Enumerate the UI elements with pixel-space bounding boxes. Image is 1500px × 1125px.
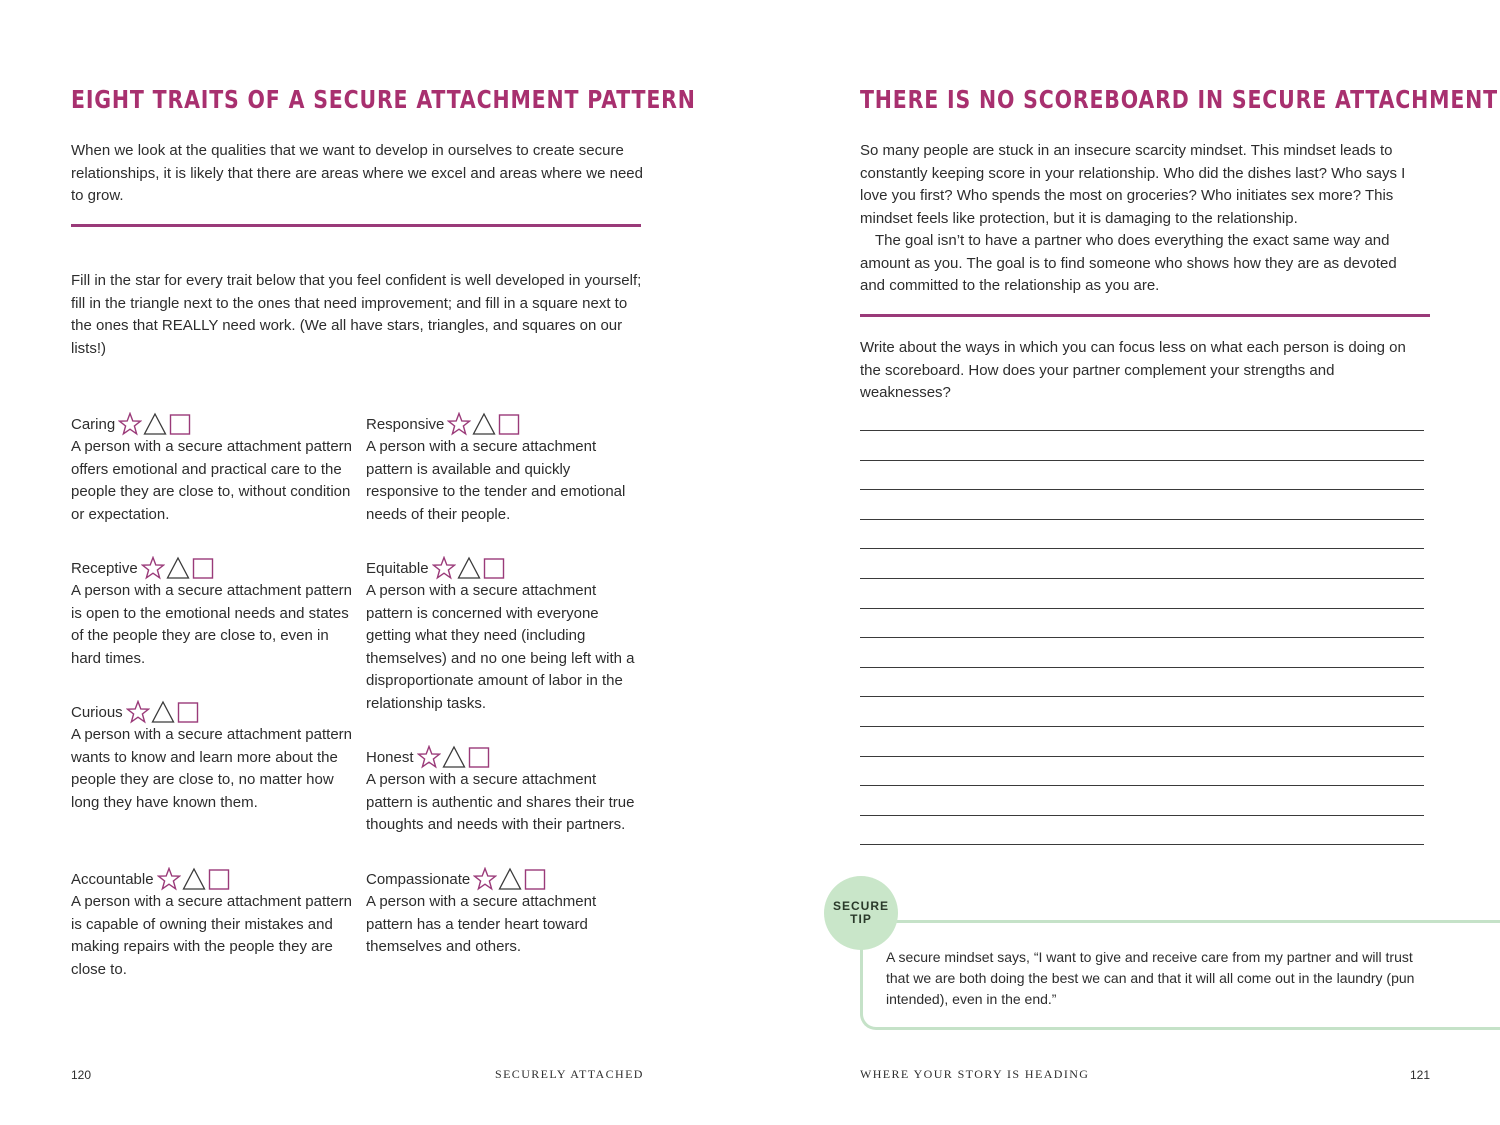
square-icon[interactable] [191, 556, 215, 580]
triangle-icon[interactable] [442, 745, 466, 769]
triangle-icon[interactable] [457, 556, 481, 580]
trait-receptive [71, 557, 356, 670]
instructions-paragraph: Fill in the star for every trait below that you feel confident is well developed in yourself; fill in the triangle next to the ones that need improvement; and fill in a square next to the ones that REALLY need work. (We all have stars, triangles, and squares on our lists!) [71, 272, 642, 357]
trait-description: A person with a secure attachment pattern is capable of owning their mistakes and making repairs with the people they are close to. [71, 893, 352, 978]
trait-header [366, 413, 646, 436]
writing-line[interactable] [860, 520, 1424, 550]
star-icon[interactable] [432, 556, 456, 580]
divider-rule [71, 224, 641, 227]
trait-name: Curious [71, 704, 123, 721]
writing-line[interactable] [860, 786, 1424, 816]
square-icon[interactable] [168, 412, 192, 436]
trait-header [71, 413, 356, 436]
star-icon[interactable] [118, 412, 142, 436]
writing-line[interactable] [860, 697, 1424, 727]
writing-line[interactable] [860, 431, 1424, 461]
writing-prompt: Write about the ways in which you can focus less on what each person is doing on the scoreboard. How does your partner complement your strengths and weaknesses? [860, 339, 1406, 401]
trait-name: Responsive [366, 416, 445, 433]
trait-equitable [366, 557, 646, 715]
square-icon[interactable] [523, 867, 547, 891]
writing-lines[interactable] [860, 430, 1424, 845]
writing-line[interactable] [860, 609, 1424, 639]
page-title: EIGHT TRAITS OF A SECURE ATTACHMENT PATTERN [71, 85, 696, 114]
trait-description: A person with a secure attachment pattern offers emotional and practical care to the people they are close to, without condition or expectation. [71, 438, 352, 523]
tip-badge-line-1: SECURE [832, 899, 889, 913]
trait-description: A person with a secure attachment pattern is open to the emotional needs and states of the people they are close to, even in hard times. [71, 582, 352, 667]
trait-description: A person with a secure attachment pattern is authentic and shares their true thoughts and needs with their partners. [366, 771, 635, 833]
trait-header [71, 868, 356, 891]
writing-line[interactable] [860, 727, 1424, 757]
trait-header [366, 868, 646, 891]
trait-description: A person with a secure attachment pattern wants to know and learn more about the people they are close to, no matter how long they have known them. [71, 726, 352, 811]
right-page [750, 0, 1500, 1125]
writing-line[interactable] [860, 757, 1424, 787]
body-paragraph [860, 140, 1425, 298]
star-icon[interactable] [141, 556, 165, 580]
running-head: SECURELY ATTACHED [495, 1067, 644, 1081]
writing-line[interactable] [860, 549, 1424, 579]
trait-name: Compassionate [366, 871, 471, 888]
square-icon[interactable] [482, 556, 506, 580]
trait-honest [366, 746, 646, 837]
writing-line[interactable] [860, 668, 1424, 698]
trait-name: Equitable [366, 560, 429, 577]
square-icon[interactable] [207, 867, 231, 891]
trait-header [366, 746, 646, 769]
star-icon[interactable] [157, 867, 181, 891]
writing-line[interactable] [860, 579, 1424, 609]
writing-line[interactable] [860, 490, 1424, 520]
trait-accountable [71, 868, 356, 981]
star-icon[interactable] [126, 700, 150, 724]
star-icon[interactable] [417, 745, 441, 769]
square-icon[interactable] [467, 745, 491, 769]
triangle-icon[interactable] [166, 556, 190, 580]
trait-description: A person with a secure attachment pattern is available and quickly responsive to the tender and emotional needs of their people. [366, 438, 626, 523]
triangle-icon[interactable] [182, 867, 206, 891]
tip-badge-line-2: TIP [850, 912, 872, 926]
writing-line[interactable] [860, 461, 1424, 491]
trait-description: A person with a secure attachment pattern is concerned with everyone getting what they need (including themselves) and no one being left with a disproportionate amount of labor in the relationship tasks. [366, 582, 635, 712]
trait-header [71, 701, 356, 724]
square-icon[interactable] [497, 412, 521, 436]
writing-line[interactable] [860, 816, 1424, 846]
body-paragraph-1: So many people are stuck in an insecure scarcity mindset. This mindset leads to constantly keeping score in your relationship. Who did the dishes last? Who says I love you first? Who spends the most on groceries? Who initiates sex more? This mindset feels like protection, but it is damaging to the relationship. [860, 142, 1406, 227]
writing-line[interactable] [860, 638, 1424, 668]
triangle-icon[interactable] [143, 412, 167, 436]
trait-curious [71, 701, 356, 814]
trait-name: Receptive [71, 560, 138, 577]
secure-tip-text: A secure mindset says, “I want to give and receive care from my partner and will trust that we are both doing the best we can and that it will all come out in the laundry (pun intended), even in the end.” [886, 949, 1415, 1007]
trait-description: A person with a secure attachment pattern has a tender heart toward themselves and others. [366, 893, 597, 955]
trait-name: Honest [366, 749, 414, 766]
trait-header [71, 557, 356, 580]
trait-compassionate [366, 868, 646, 959]
running-head: WHERE YOUR STORY IS HEADING [860, 1067, 1090, 1081]
body-paragraph-2: The goal isn’t to have a partner who does everything the exact same way and amount as you. The goal is to find someone who shows how they are as devoted and committed to the relationship as you are. [860, 232, 1397, 294]
triangle-icon[interactable] [151, 700, 175, 724]
page-title: THERE IS NO SCOREBOARD IN SECURE ATTACHMENT [860, 85, 1498, 114]
page-number: 120 [71, 1068, 92, 1082]
trait-caring [71, 413, 356, 526]
page-number: 121 [1410, 1068, 1431, 1082]
star-icon[interactable] [447, 412, 471, 436]
star-icon[interactable] [473, 867, 497, 891]
triangle-icon[interactable] [472, 412, 496, 436]
triangle-icon[interactable] [498, 867, 522, 891]
trait-name: Accountable [71, 871, 154, 888]
divider-rule [860, 314, 1430, 317]
trait-header [366, 557, 646, 580]
secure-tip-badge [824, 876, 898, 950]
square-icon[interactable] [176, 700, 200, 724]
trait-name: Caring [71, 416, 116, 433]
intro-paragraph: When we look at the qualities that we want to develop in ourselves to create secure relationships, it is likely that there are areas where we excel and areas where we need to grow. [71, 142, 643, 204]
trait-responsive [366, 413, 646, 526]
